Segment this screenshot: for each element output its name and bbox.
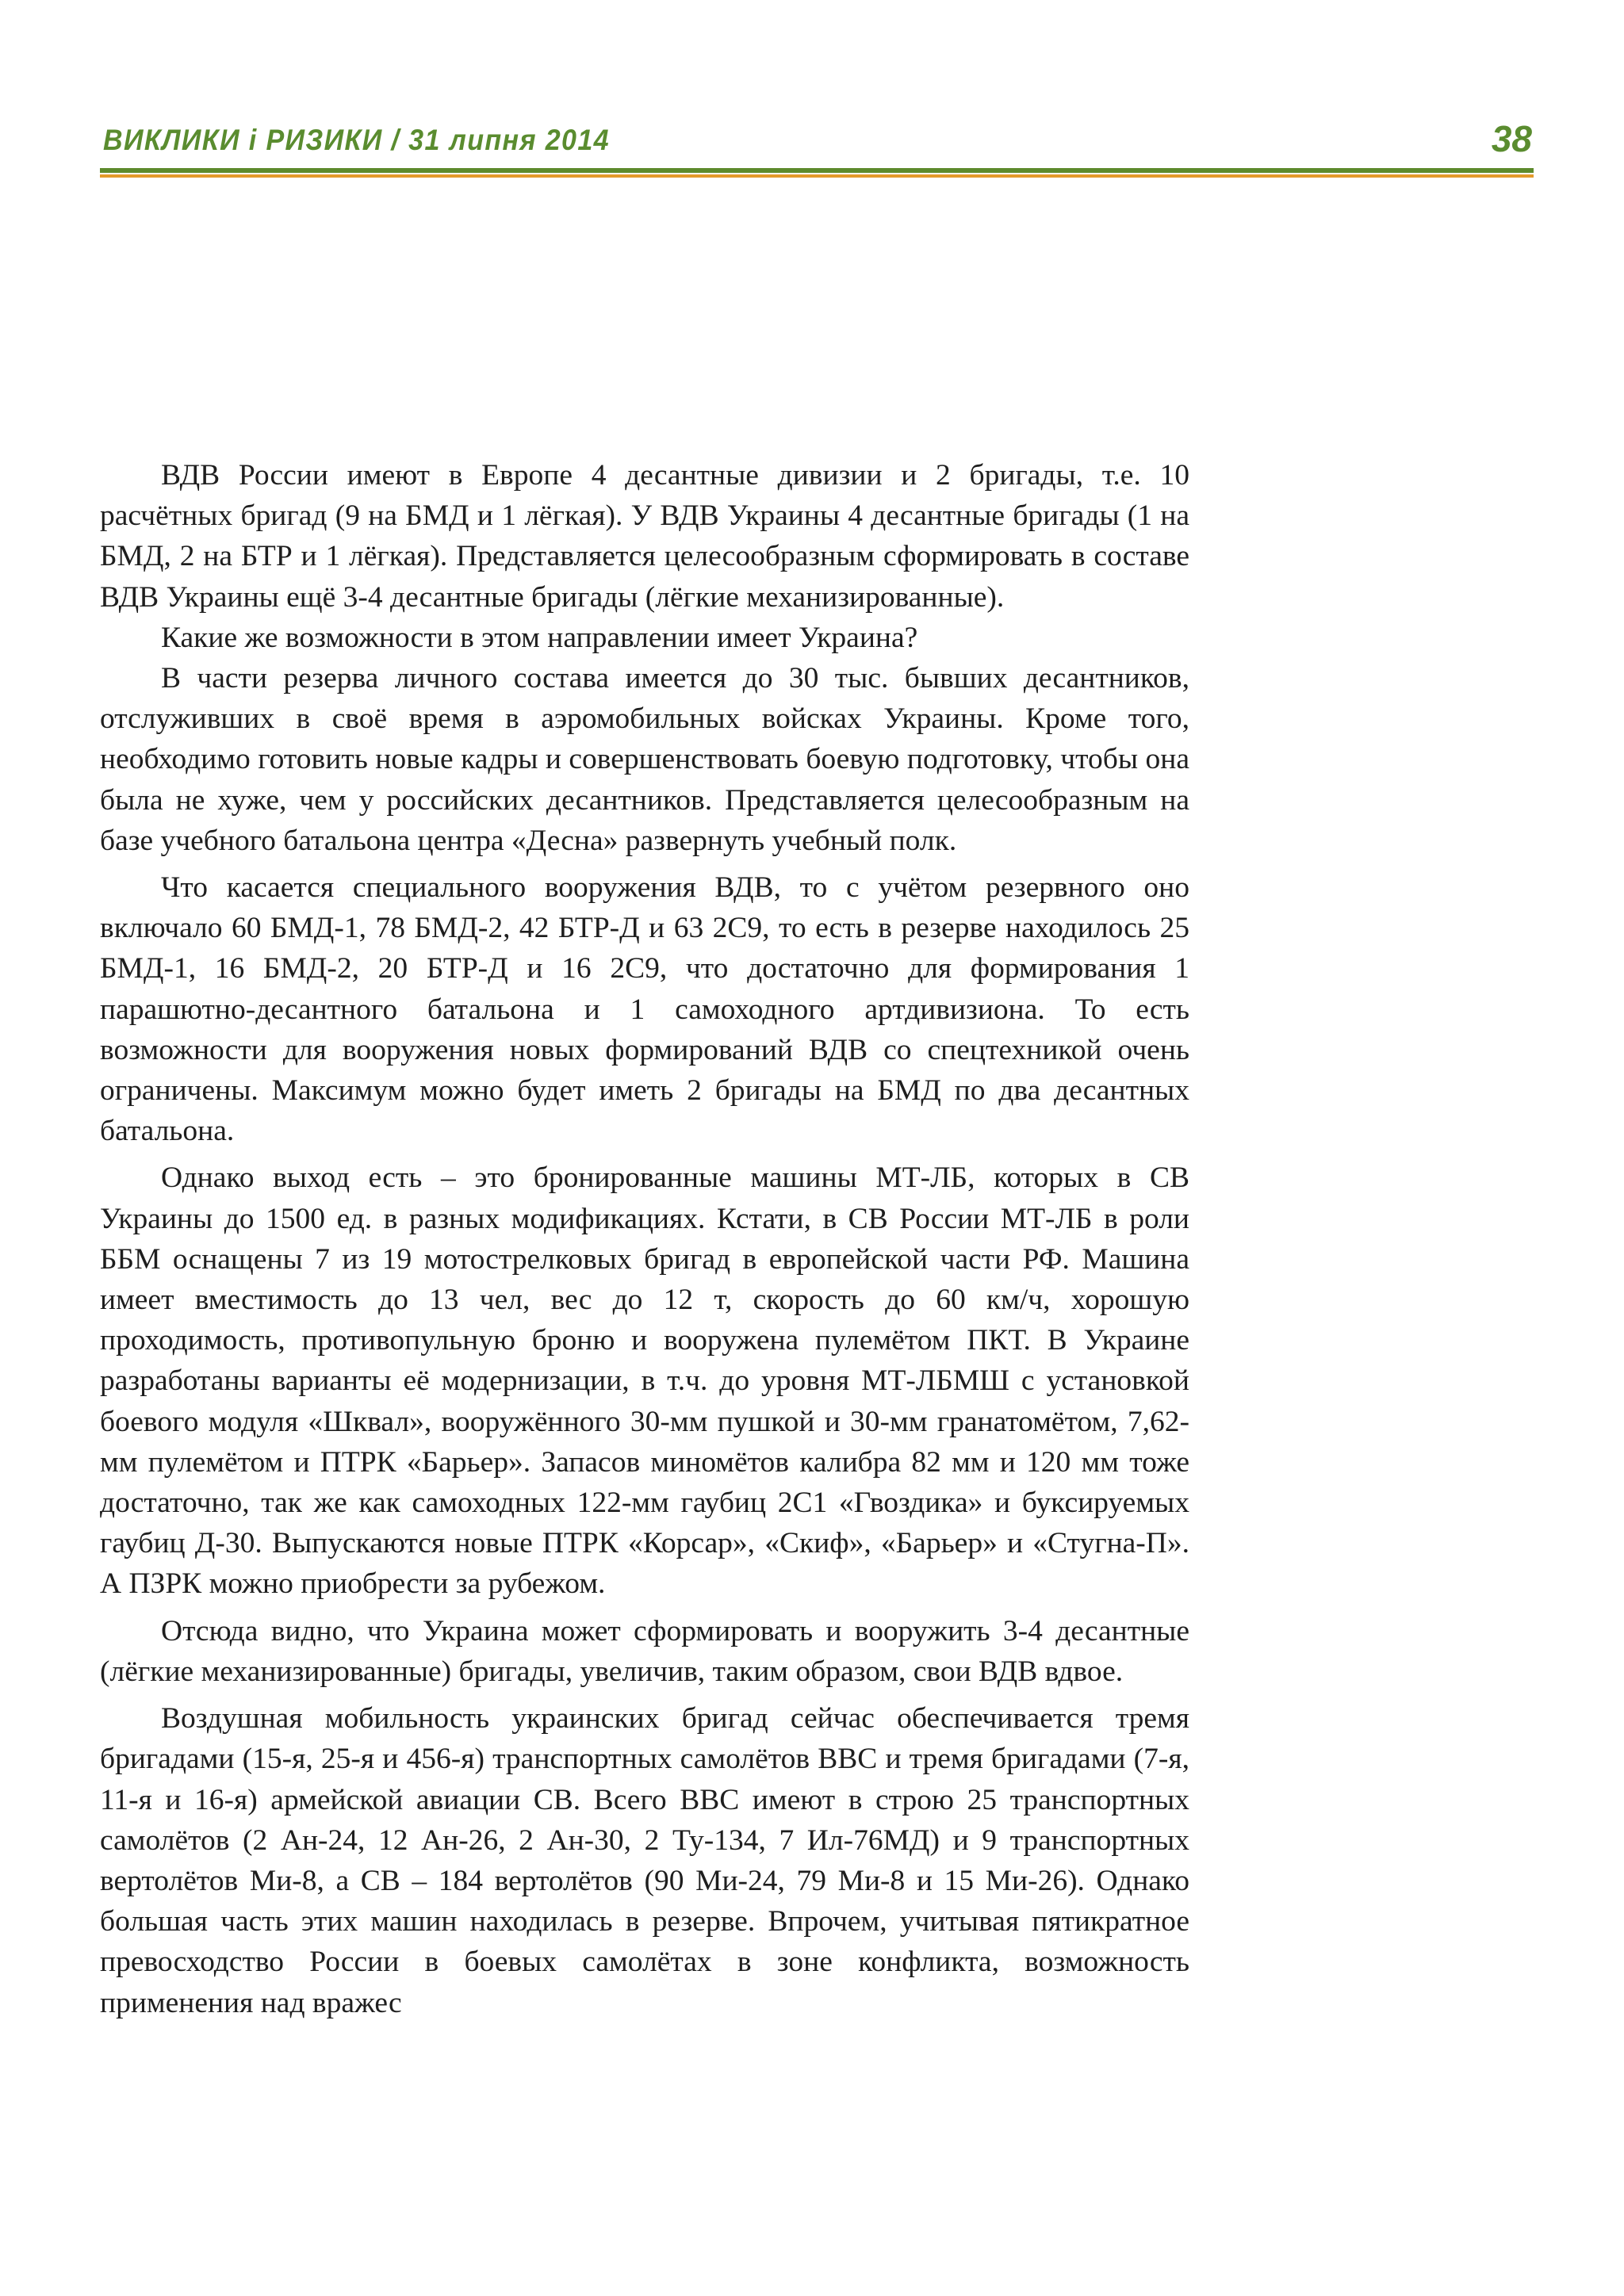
paragraph: Какие же возможности в этом направлении имеет Украина? [161,621,918,654]
paragraph: В части резерва личного состава имеется до 30 тыс. бывших десантников, отслуживших в своё время в аэромобильных войсках Украины. Кроме того, необходимо готовить новые кадры и совершенствовать боевую подготовку, чтобы она была не хуже, чем у российских десантников. Представляется целесообразным на базе учебного батальона центра «Десна» развернуть учебный полк. [100,662,1189,857]
header-rule-green [100,168,1534,173]
paragraph: Что касается специального вооружения ВДВ, то с учётом резервного оно включало 60 БМД-1, 78 БМД-2, 42 БТР-Д и 63 2С9, то есть в резерве находилось 25 БМД-1, 16 БМД-2, 20 БТР-Д и 16 2С9, что достаточно для формирования 1 парашютно-десантного батальона и 1 самоходного артдивизиона. То есть возможности для вооружения новых формирований ВДВ со спецтехникой очень ограничены. Максимум можно будет иметь 2 бригады на БМД по два десантных батальона. [100,871,1189,1148]
paragraph: Однако выход есть – это бронированные машины МТ-ЛБ, которых в СВ Украины до 1500 ед. в разных модификациях. Кстати, в СВ России МТ-ЛБ в роли ББМ оснащены 7 из 19 мотострелковых бригад в европейской части РФ. Машина имеет вместимость до 13 чел, вес до 12 т, скорость до 60 км/ч, хорошую проходимость, противопульную броню и вооружена пулемётом ПКТ. В Украине разработаны варианты её модернизации, в т.ч. до уровня МТ-ЛБМШ с установкой боевого модуля «Шквал», вооружённого 30-мм пушкой и 30-мм гранатомётом, 7,62-мм пулемётом и ПТРК «Барьер». Запасов миномётов калибра 82 мм и 120 мм тоже достаточно, так же как самоходных 122-мм гаубиц 2С1 «Гвоздика» и буксируемых гаубиц Д-30. Выпускаются новые ПТРК «Корсар», «Скиф», «Барьер» и «Стугна-П». А ПЗРК можно приобрести за рубежом. [100,1161,1189,1601]
paragraph: ВДВ России имеют в Европе 4 десантные дивизии и 2 бригады, т.е. 10 расчётных бригад (9 на БМД и 1 лёгкая). У ВДВ Украины 4 десантные бригады (1 на БМД, 2 на БТР и 1 лёгкая). Представляется целесообразным сформировать в составе ВДВ Украины ещё 3-4 десантные бригады (лёгкие механизированные). [100,459,1189,614]
page-number: 38 [1491,118,1532,159]
paragraph: Отсюда видно, что Украина может сформировать и вооружить 3-4 десантные (лёгкие механизированные) бригады, увеличив, таким образом, свои ВДВ вдвое. [100,1614,1189,1688]
paragraph: Воздушная мобильность украинских бригад сейчас обеспечивается тремя бригадами (15-я, 25-я и 456-я) транспортных самолётов ВВС и тремя бригадами (7-я, 11-я и 16-я) армейской авиации СВ. Всего ВВС имеют в строю 25 транспортных самолётов (2 Ан-24, 12 Ан-26, 2 Ан-30, 2 Ту-134, 7 Ил-76МД) и 9 транспортных вертолётов Ми-8, а СВ – 184 вертолётов (90 Ми-24, 79 Ми-8 и 15 Ми-26). Однако большая часть этих машин находилась в резерве. Впрочем, учитывая пятикратное превосходство России в боевых самолётах в зоне конфликта, возможность применения над вражес [100,1702,1189,2019]
article-body [100,455,1189,2023]
running-header-title: ВИКЛИКИ і РИЗИКИ / 31 липня 2014 [103,124,610,156]
header-rule-orange [100,174,1534,178]
page-header [100,117,1534,165]
